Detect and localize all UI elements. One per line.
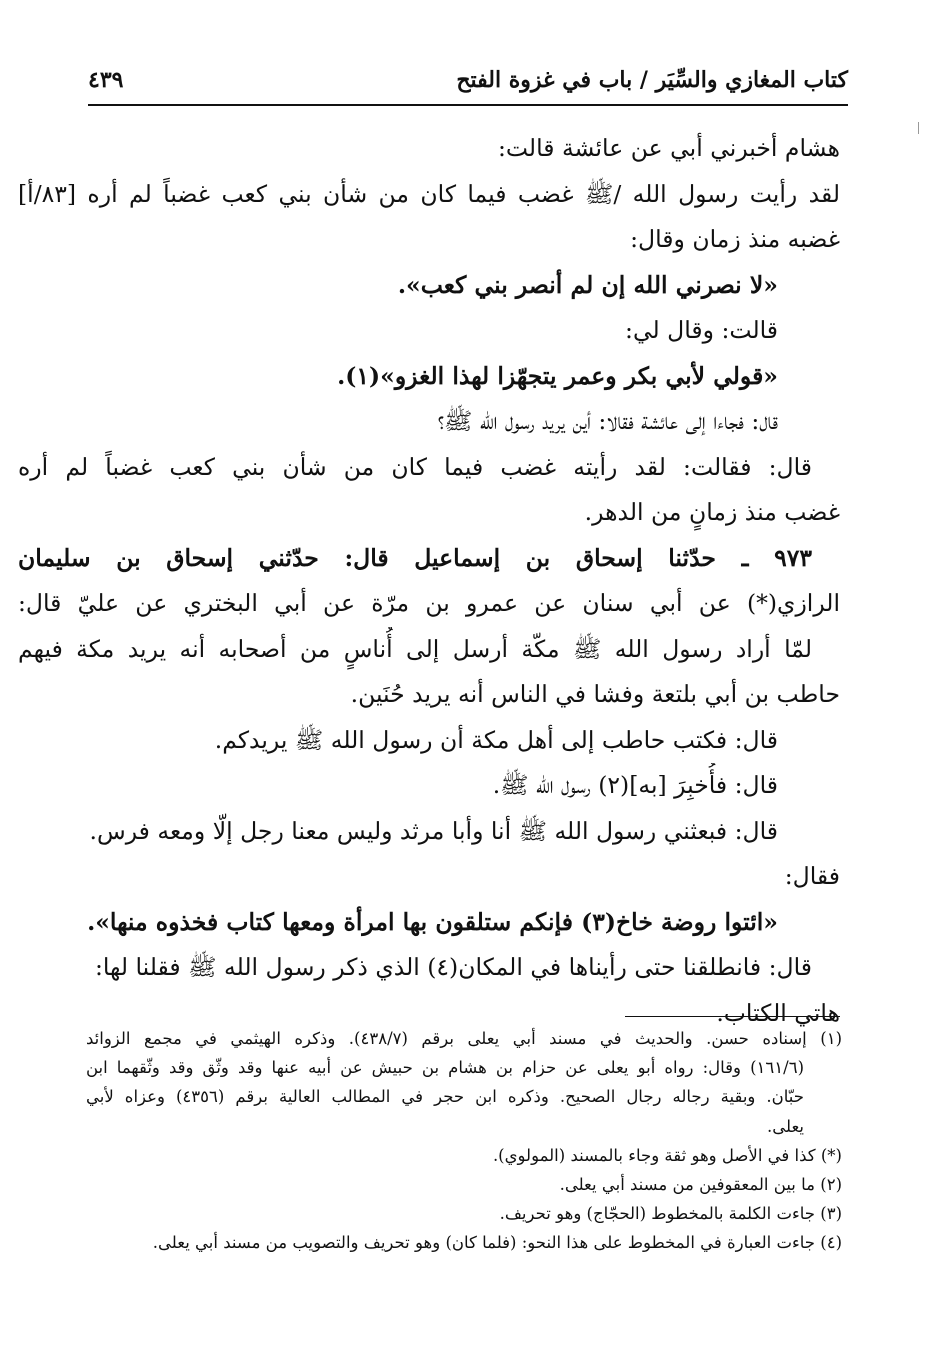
hadith-quote: «ائتوا روضة خاخ(٣) فإنكم ستلقون بها امرأة ومعها كتاب فخذوه منها».	[87, 907, 778, 936]
text-line: لقد رأيت رسول الله /ﷺ غضب فيما كان من شأن بني كعب غضباً لم أره [٨٣/أ]	[18, 179, 840, 208]
hadith-number-line: ٩٧٣ ـ حدّثنا إسحاق بن إسماعيل قال: حدّثني إسحاق بن سليمان	[18, 543, 812, 572]
text-line: قال: فجاءا إلى عائشة فقالا: أين يريد رسول الله ﷺ؟	[437, 407, 778, 435]
text-line: لمّا أراد رسول الله ﷺ مكّة أرسل إلى أُناسٍ من أصحابه أنه يريد مكة فيهم	[18, 634, 812, 663]
text-line: حاطب بن أبي بلتعة وفشا في الناس أنه يريد حُنَين.	[350, 680, 840, 708]
text-line: هاتي الكتاب.	[716, 998, 840, 1027]
header-title: كتاب المغازي والسِّيَر / باب في غزوة الفتح	[456, 67, 848, 93]
text-line: قالت: وقال لي:	[625, 316, 778, 344]
text-line: قال: فانطلقنا حتى رأيناها في المكان(٤) الذي ذكر رسول الله ﷺ فقلنا لها:	[94, 953, 812, 981]
footnote-line: (٤) جاءت العبارة في المخطوط على هذا النحو: (فلما كان) وهو تحريف والتصويب من مسند أبي يعلى.	[152, 1233, 842, 1253]
footnotes	[86, 1024, 842, 1258]
text-line: غضبه منذ زمان وقال:	[630, 225, 840, 253]
footnote-line: (٢) ما بين المعقوفين من مسند أبي يعلى.	[559, 1174, 842, 1194]
hadith-quote: «لا نصرني الله إن لم أنصر بني كعب».	[397, 270, 778, 299]
page-number: ٤٣٩	[88, 67, 124, 93]
margin-mark	[918, 122, 921, 134]
text-line: هشام أخبرني أبي عن عائشة قالت:	[497, 134, 840, 162]
hadith-quote: «قولي لأبي بكر وعمر يتجهّزا لهذا الغزو»(١).	[337, 361, 778, 390]
text-line: قال: فقالت: لقد رأيته غضب فيما كان من شأن بني كعب غضباً لم أره	[18, 452, 812, 481]
text-line: الرازي(*) عن أبي سنان عن عمرو بن مرّة عن أبي البختري عن عليّ قال:	[18, 589, 840, 617]
footnote-line: (١٦١/٦) وقال: رواه أبو يعلى عن حزام بن هشام بن حبيش عن أبيه عنها وقد وثّق وقد وثّقهما ابن	[86, 1058, 804, 1078]
running-header	[88, 60, 848, 100]
text-line: قال: فبعثني رسول الله ﷺ أنا وأبا مرثد وليس معنا رجل إلّا ومعه فرس.	[89, 816, 778, 845]
footnote-line: (١) إسناده حسن. والحديث في مسند أبي يعلى برقم (٤٣٨/٧). وذكره الهيثمي في مجمع الزوائد	[86, 1029, 842, 1048]
footnote-line: (٣) جاءت الكلمة بالمخطوط (الحجّاج) وهو تحريف.	[499, 1204, 842, 1224]
text-line: غضب منذ زمانٍ من الدهر.	[584, 498, 840, 526]
footnote-line: يعلى.	[766, 1116, 804, 1136]
main-text	[18, 126, 840, 1036]
text-line: قال: فكتب حاطب إلى أهل مكة أن رسول الله ﷺ يريدكم.	[214, 725, 778, 754]
header-rule	[88, 104, 848, 106]
text-line: فقال:	[784, 862, 840, 890]
footnote-line: حبّان. وبقية رجاله رجال الصحيح. وذكره ابن حجر في المطالب العالية برقم (٤٣٥٦) وعزاه لأبي	[86, 1087, 804, 1107]
footnote-line: (*) كذا في الأصل وهو ثقة وجاء بالمسند (المولوي).	[492, 1145, 842, 1165]
footnote-separator	[625, 1016, 840, 1017]
text-line: قال: فأُخبِرَ [به](٢) رسول الله ﷺ.	[492, 771, 778, 799]
